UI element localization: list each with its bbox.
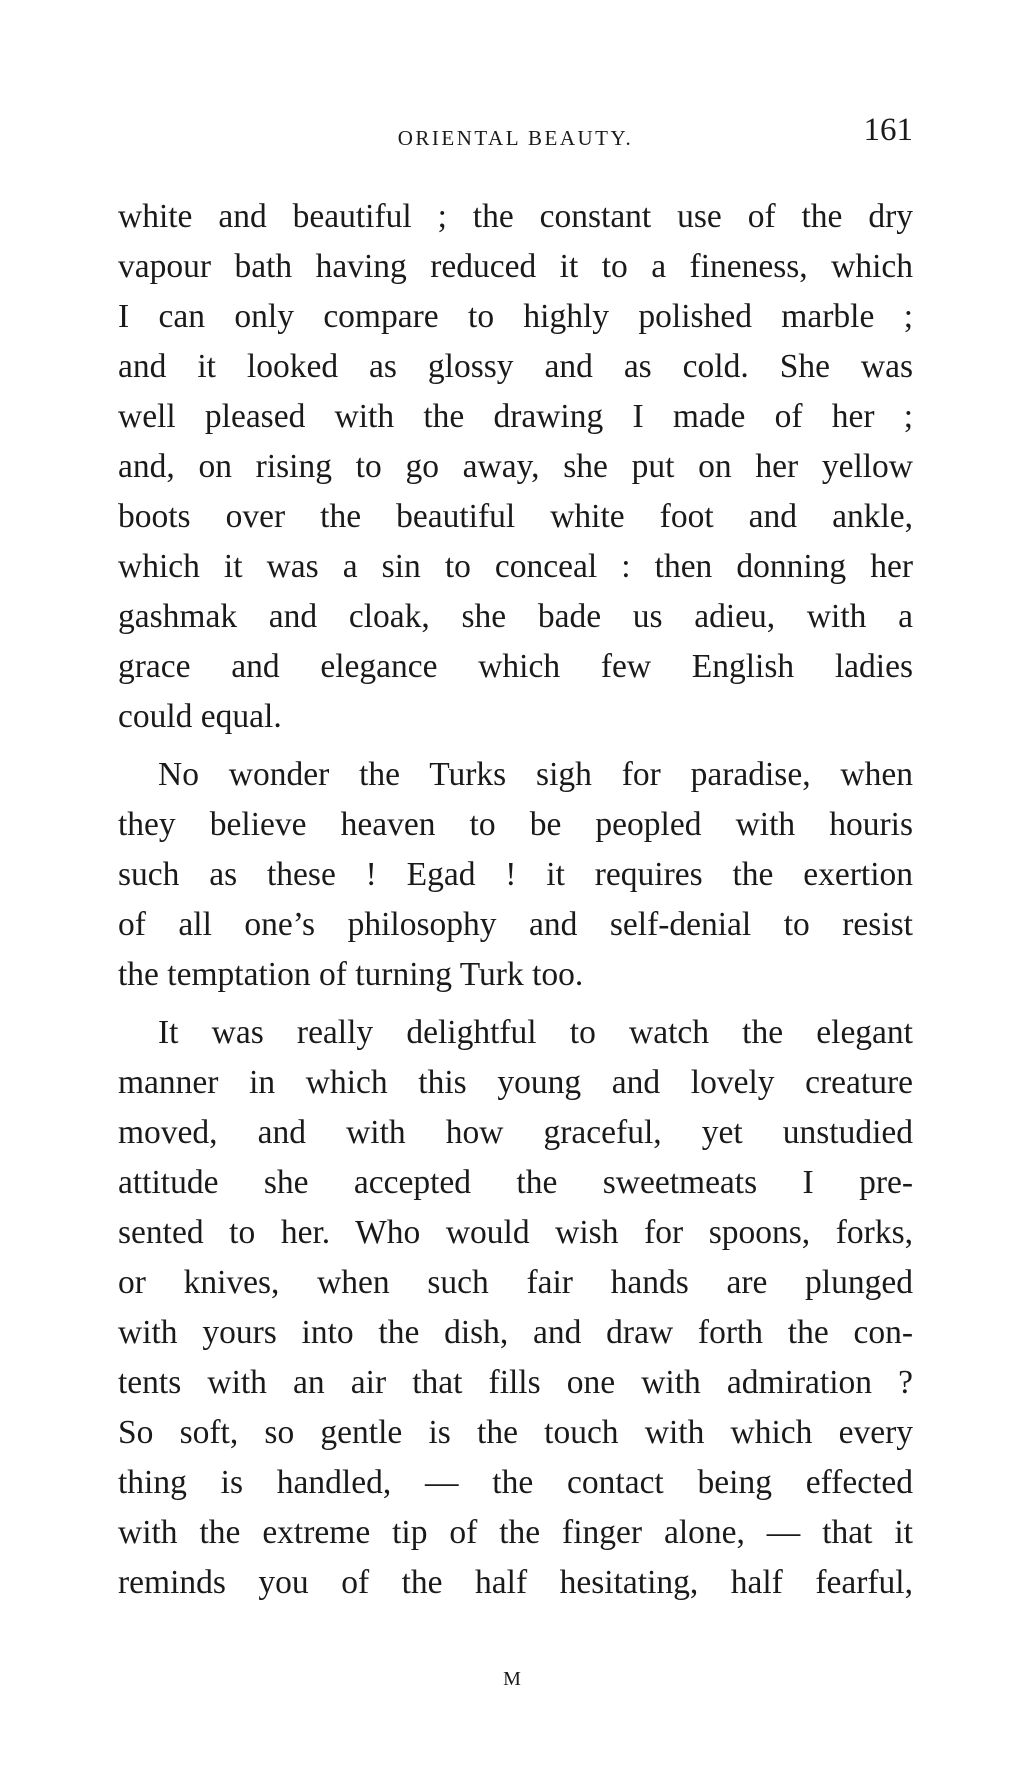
text-line: vapour bath having reduced it to a fineness, which [118, 248, 913, 285]
paragraph [118, 1008, 913, 1608]
text-line: moved, and with how graceful, yet unstudied [118, 1114, 913, 1151]
text-line: reminds you of the half hesitating, half fearful, [118, 1564, 913, 1601]
text-line: with the extreme tip of the finger alone, — that it [118, 1514, 913, 1551]
running-head [118, 112, 913, 160]
text-line: could equal. [118, 698, 282, 735]
text-line: gashmak and cloak, she bade us adieu, with a [118, 598, 913, 635]
text-line: I can only compare to highly polished marble ; [118, 298, 913, 335]
text-line: with yours into the dish, and draw forth the con- [118, 1314, 913, 1351]
text-line: sented to her. Who would wish for spoons, forks, [118, 1214, 913, 1251]
text-line: manner in which this young and lovely creature [118, 1064, 913, 1101]
text-line: white and beautiful ; the constant use of the dry [118, 198, 913, 235]
text-line: So soft, so gentle is the touch with which every [118, 1414, 913, 1451]
paragraph [118, 750, 913, 1000]
body-text [118, 192, 913, 1616]
text-line: the temptation of turning Turk too. [118, 956, 584, 993]
text-line: No wonder the Turks sigh for paradise, when [158, 756, 913, 793]
paragraph [118, 192, 913, 742]
text-line: tents with an air that fills one with admiration ? [118, 1364, 913, 1401]
text-line: such as these ! Egad ! it requires the exertion [118, 856, 913, 893]
text-line: and it looked as glossy and as cold. She was [118, 348, 913, 385]
text-line: boots over the beautiful white foot and ankle, [118, 498, 913, 535]
text-line: which it was a sin to conceal : then donning her [118, 548, 913, 585]
signature-mark: M [503, 1668, 522, 1690]
page-number: 161 [863, 112, 913, 148]
text-line: and, on rising to go away, she put on her yellow [118, 448, 913, 485]
text-line: well pleased with the drawing I made of her ; [118, 398, 913, 435]
text-line: It was really delightful to watch the elegant [158, 1014, 913, 1051]
text-line: thing is handled, — the contact being effected [118, 1464, 913, 1501]
text-line: attitude she accepted the sweetmeats I pre- [118, 1164, 913, 1201]
text-line: grace and elegance which few English ladies [118, 648, 913, 685]
text-line: of all one’s philosophy and self-denial to resist [118, 906, 913, 943]
text-line: they believe heaven to be peopled with houris [118, 806, 913, 843]
text-line: or knives, when such fair hands are plunged [118, 1264, 913, 1301]
running-title: ORIENTAL BEAUTY. [397, 126, 634, 150]
